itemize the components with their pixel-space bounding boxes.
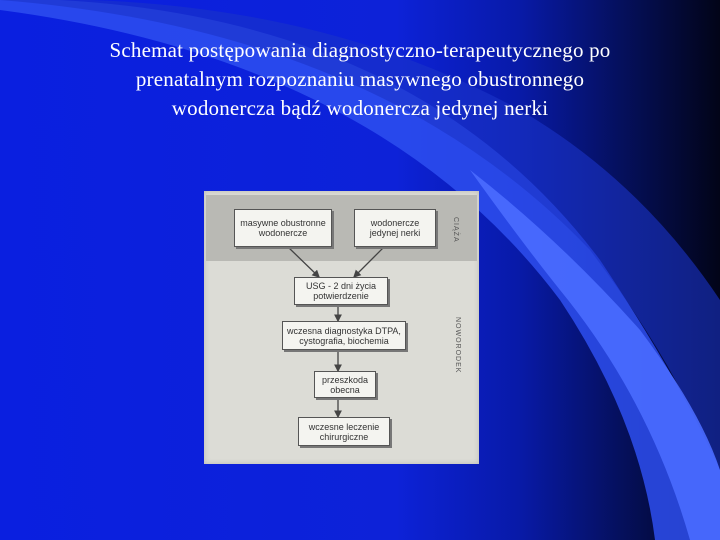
- box-wodonercze-jedynej-nerki: wodonercze jedynej nerki: [354, 209, 436, 247]
- title-line-3: wodonercza bądź wodonercza jedynej nerki: [171, 96, 549, 120]
- box-usg: USG - 2 dni życia potwierdzenie: [294, 277, 388, 305]
- flowchart-figure: [204, 191, 479, 464]
- box-wczesne-leczenie: wczesne leczenie chirurgiczne: [298, 417, 390, 446]
- slide-title: [40, 36, 680, 123]
- box-przeszkoda-obecna: przeszkoda obecna: [314, 371, 376, 398]
- box-masywne-obustronne: masywne obustronne wodonercze: [234, 209, 332, 247]
- title-line-2: prenatalnym rozpoznaniu masywnego obustronnego: [135, 67, 585, 91]
- box-wczesna-diagnostyka: wczesna diagnostyka DTPA, cystografia, biochemia: [282, 321, 406, 350]
- side-label-noworodek: NOWORODEK: [454, 317, 461, 374]
- side-label-ciaza: CIĄŻA: [452, 217, 459, 243]
- title-line-1: Schemat postępowania diagnostyczno-terapeutycznego po: [109, 38, 611, 62]
